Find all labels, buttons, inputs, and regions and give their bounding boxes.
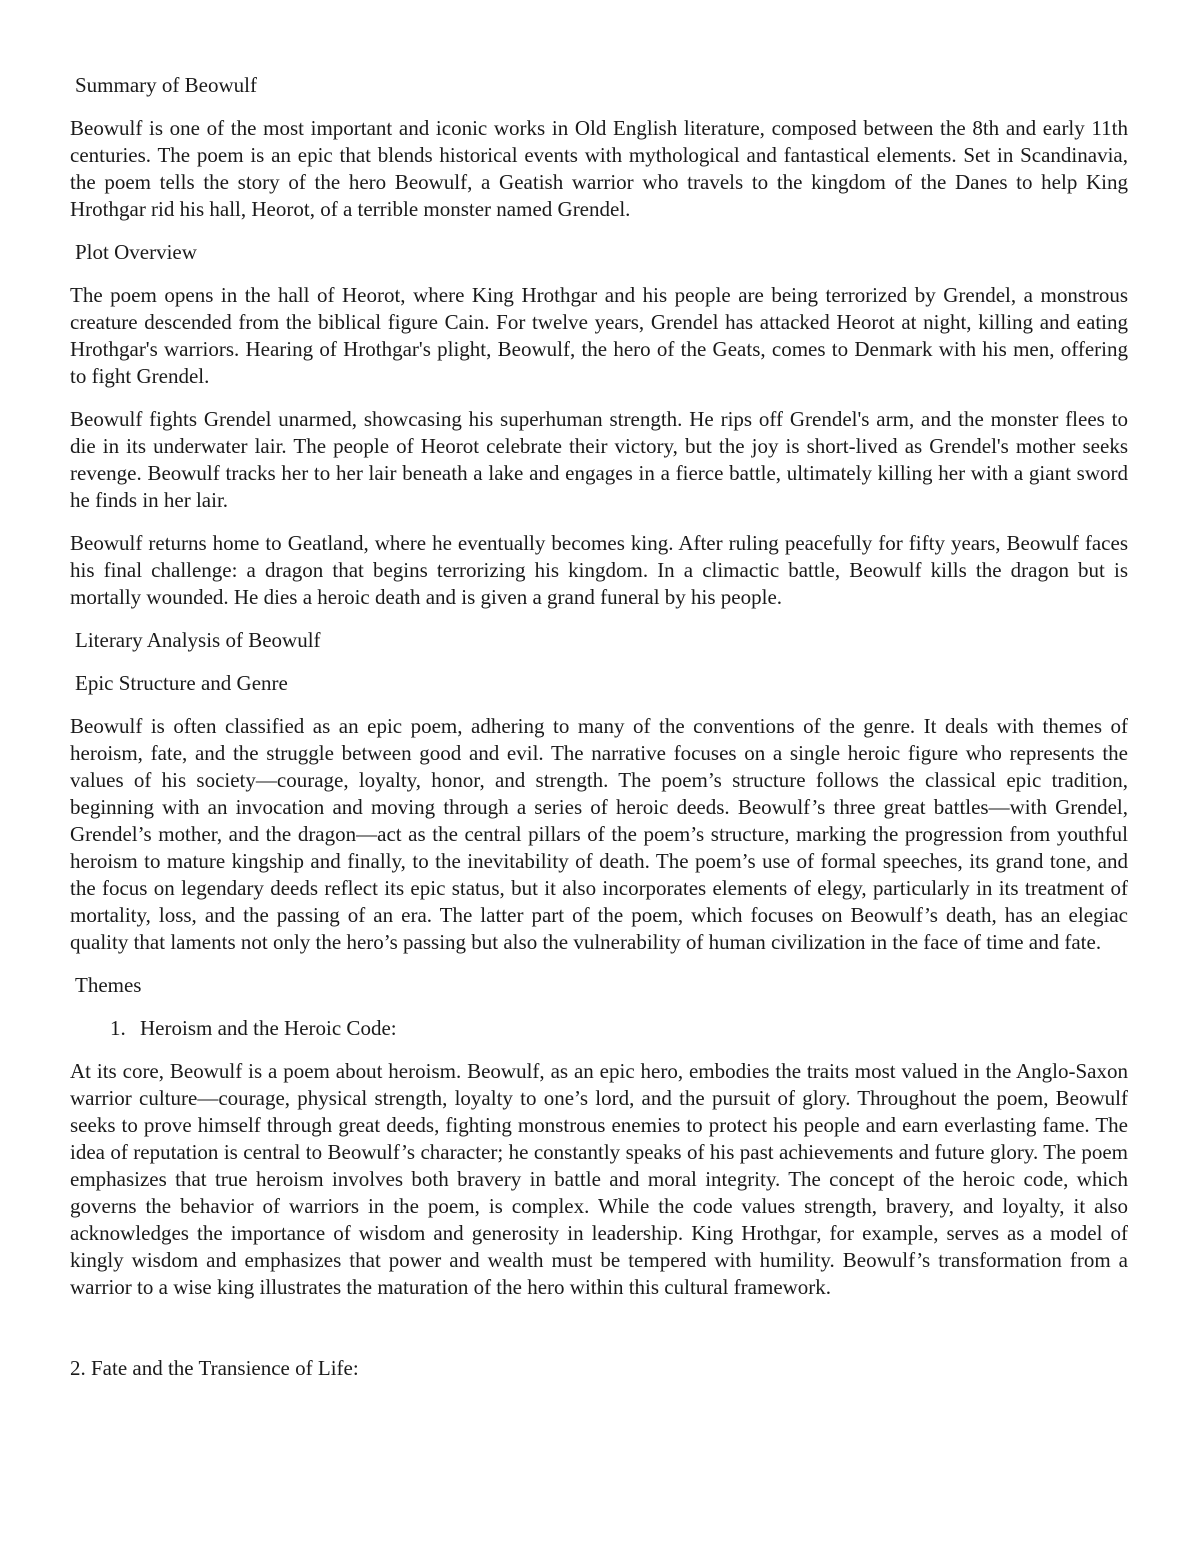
list-item-text: Heroism and the Heroic Code:	[140, 1016, 397, 1040]
summary-paragraph: Beowulf is one of the most important and iconic works in Old English literature, composed between the 8th and early 11th centuries. The poem is an epic that blends historical events with mythological and fantastical elements. Set in Scandinavia, the poem tells the story of the hero Beowulf, a Geatish warrior who travels to the kingdom of the Danes to help King Hrothgar rid his hall, Heorot, of a terrible monster named Grendel.	[70, 116, 1128, 221]
plot-paragraph-3: Beowulf returns home to Geatland, where he eventually becomes king. After ruling peacefully for fifty years, Beowulf faces his final challenge: a dragon that begins terrorizing his kingdom. In a climactic battle, Beowulf kills the dragon but is mortally wounded. He dies a heroic death and is given a grand funeral by his people.	[70, 531, 1128, 609]
themes-heading: Themes	[75, 973, 142, 997]
epic-structure-heading: Epic Structure and Genre	[75, 671, 288, 695]
epic-structure-paragraph: Beowulf is often classified as an epic poem, adhering to many of the conventions of the genre. It deals with themes of heroism, fate, and the struggle between good and evil. The narrative focuses on a single heroic figure who represents the values of his society—courage, loyalty, honor, and strength. The poem’s structure follows the classical epic tradition, beginning with an invocation and moving through a series of heroic deeds. Beowulf’s three great battles—with Grendel, Grendel’s mother, and the dragon—act as the central pillars of the poem’s structure, marking the progression from youthful heroism to mature kingship and finally, to the inevitability of death. The poem’s use of formal speeches, its grand tone, and the focus on legendary deeds reflect its epic status, but it also incorporates elements of elegy, particularly in its treatment of mortality, loss, and the passing of an era. The latter part of the poem, which focuses on Beowulf’s death, has an elegiac quality that laments not only the hero’s passing but also the vulnerability of human civilization in the face of time and fate.	[70, 714, 1128, 954]
heroism-paragraph: At its core, Beowulf is a poem about heroism. Beowulf, as an epic hero, embodies the traits most valued in the Anglo-Saxon warrior culture—courage, physical strength, loyalty to one’s lord, and the pursuit of glory. Throughout the poem, Beowulf seeks to prove himself through great deeds, fighting monstrous enemies to protect his people and earn everlasting fame. The idea of reputation is central to Beowulf’s character; he constantly speaks of his past achievements and future glory. The poem emphasizes that true heroism involves both bravery in battle and moral integrity. The concept of the heroic code, which governs the behavior of warriors in the poem, is complex. While the code values strength, bravery, and loyalty, it also acknowledges the importance of wisdom and generosity in leadership. King Hrothgar, for example, serves as a model of kingly wisdom and emphasizes that power and wealth must be tempered with humility. Beowulf’s transformation from a warrior to a wise king illustrates the maturation of the hero within this cultural framework.	[70, 1059, 1128, 1299]
theme-1-list-item	[110, 1015, 1128, 1042]
document-page	[70, 72, 1128, 1398]
theme-2-heading: 2. Fate and the Transience of Life:	[70, 1356, 359, 1380]
list-number: 1.	[110, 1016, 126, 1040]
plot-paragraph-2: Beowulf fights Grendel unarmed, showcasing his superhuman strength. He rips off Grendel's arm, and the monster flees to die in its underwater lair. The people of Heorot celebrate their victory, but the joy is short-lived as Grendel's mother seeks revenge. Beowulf tracks her to her lair beneath a lake and engages in a fierce battle, ultimately killing her with a giant sword he finds in her lair.	[70, 407, 1128, 512]
plot-overview-heading: Plot Overview	[75, 240, 197, 264]
summary-heading: Summary of Beowulf	[75, 73, 257, 97]
plot-paragraph-1: The poem opens in the hall of Heorot, where King Hrothgar and his people are being terrorized by Grendel, a monstrous creature descended from the biblical figure Cain. For twelve years, Grendel has attacked Heorot at night, killing and eating Hrothgar's warriors. Hearing of Hrothgar's plight, Beowulf, the hero of the Geats, comes to Denmark with his men, offering to fight Grendel.	[70, 283, 1128, 388]
blank-line	[70, 1317, 1128, 1355]
literary-analysis-heading: Literary Analysis of Beowulf	[75, 628, 321, 652]
